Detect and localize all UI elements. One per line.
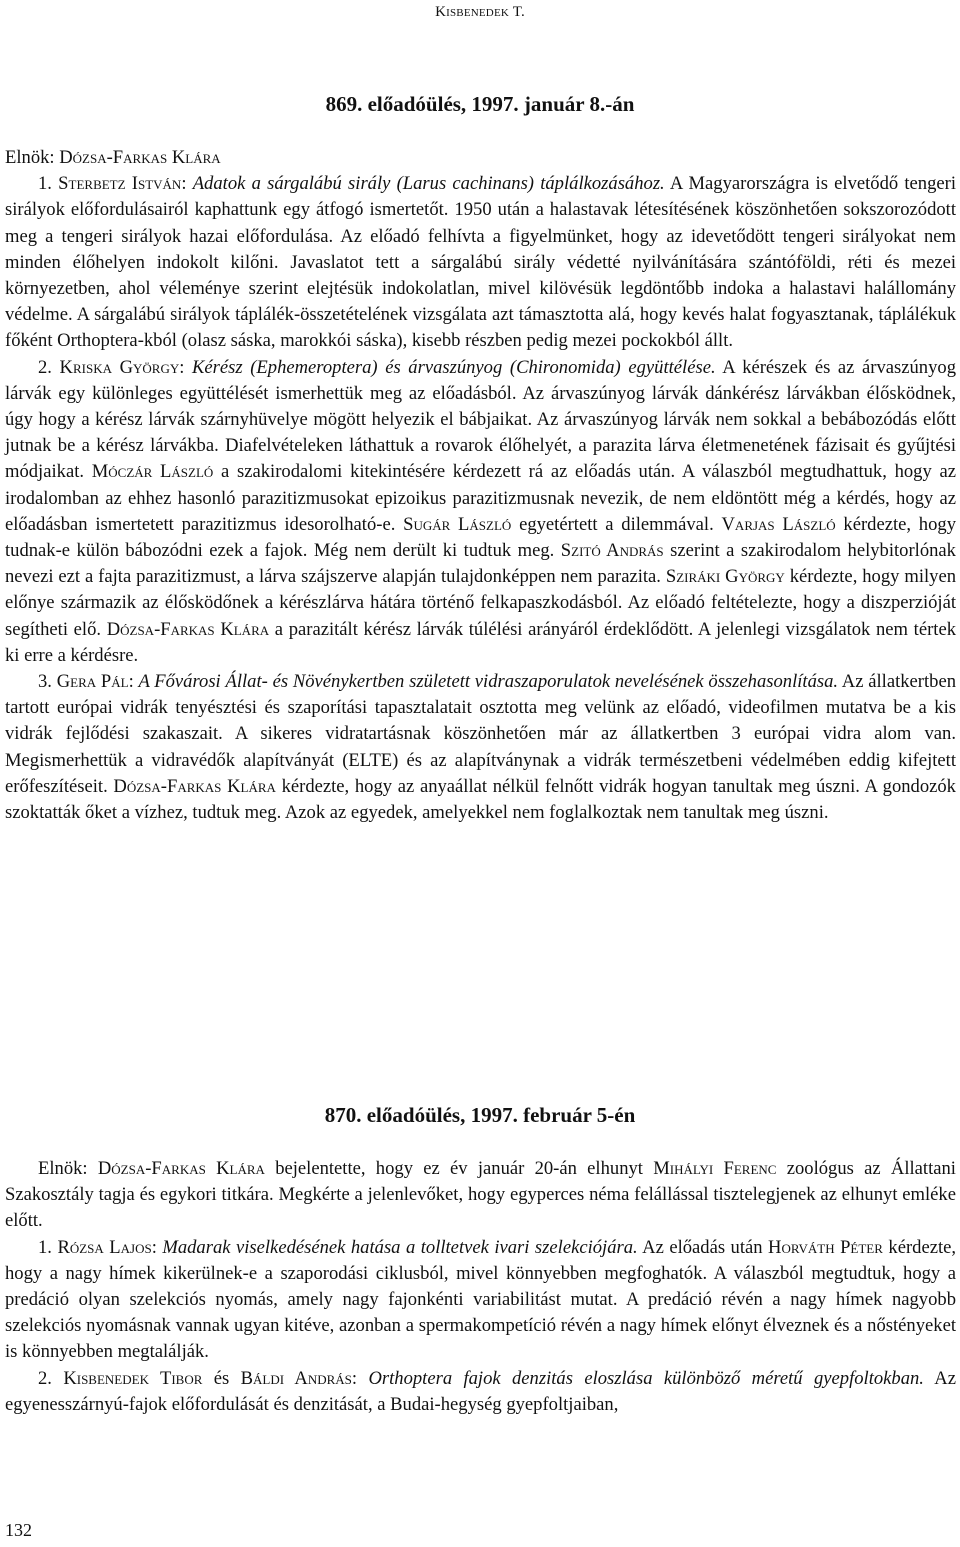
talk-number: 2. bbox=[38, 356, 60, 378]
talk-author: Rózsa Lajos bbox=[57, 1236, 152, 1258]
talk-title: Adatok a sárgalábú sirály (Larus cachinans) táplálkozásához. bbox=[192, 173, 665, 195]
chair-paragraph: Elnök: Dózsa-Farkas Klára bejelentette, hogy ez év január 20-án elhunyt Mihályi Ferenc zoológus az Állattani Szakosztály tagja és egykori titkára. Megkérte a jelenlevőket, hogy egyperces néma felállással tisztelegjenek az elhunyt emléke előtt. bbox=[5, 1158, 956, 1232]
session-869-title: 869. előadóülés, 1997. január 8.-án bbox=[325, 92, 635, 116]
person-name: Dózsa-Farkas Klára bbox=[106, 618, 270, 640]
talk-summary: Az állatkertben tartott európai vidrák tenyésztési és szaporítási tapasztalatait osztotta meg velünk az előadó, videofilmen mutatva be a kis vidrák fejlődési szakaszait. A sikeres vidratartásnak köszönhetően már az állatkertben 3 európai vidra alom van. Megismerhettük a vidravédők alapítványát (ELTE) és az alapítványnak a vidrák természetbeni védelmében eddig kifejtett erőfeszítéseit. bbox=[5, 671, 956, 797]
running-head: Kisbenedek T. bbox=[435, 4, 525, 20]
person-name: Móczár László bbox=[91, 461, 214, 483]
talk-paragraph: 1. Sterbetz István: Adatok a sárgalábú sirály (Larus cachinans) táplálkozásához. A Magyarországra is elvetődő tengeri sirályok előfordulásairól kaphattunk egy átfogó ismertetőt. 1950 után a halastavak létesítésének köszönhetően sokszorozódott meg a tengeri sirályok hazai előfordulása. Az előadó felhívta a figyelmünket, hogy az idevetődött tengeri sirályokat nem minden élőhelyen indokolt kilőni. Javaslatot tett a sárgalábú sirály védetté nyilvánítására szántóföldi, réti és mezei környezetben, ahol véleménye szerint elejtésük indokolatlan, mivel kilövésük legdöntőbb indoka a halastavi halállomány védelme. A sárgalábú sirályok táplálék-összetételének vizsgálata azt támasztotta alá, hogy kevés halat fogyasztanak, táplálékuk főként Orthoptera-kból (olasz sáska, marokkói sáska), kisebb részben pedig mezei pockokból állt. bbox=[5, 173, 957, 352]
talk-number: 1. bbox=[38, 1236, 58, 1258]
talk-paragraph: 2. Kriska György: Kérész (Ephemeroptera) és árvaszúnyog (Chironomida) együttélése. A kérészek és az árvaszúnyog lárvák egy különleges együttélését ismerhettük meg az előadásból. Az árvaszúnyog lárvák dánkérész lárvákban élősködnek, úgy hogy a kérész lárvák szárnyhüvelye mögött helyezik el bábjaikat. Az árvaszúnyog lárvák nem sokkal a bebábozódás előtt jutnak be a kérész lárvákba. Diafelvételeken láthattuk a rovarok élőhelyét, a parazita lárva életmenetének fázisait és gyűjtési módjaikat. Móczár László a szakirodalomi kitekintésére kérdezett rá az előadás után. A válaszból megtudhattuk, hogy az irodalomban az ehhez hasonló parazitizmusokat epizoikus parazitizmusnak nevezik, de nem eldöntött még a kérdés, hogy az előadásban ismertetett parazitizmus idesorolható-e. Sugár László egyetértett a dilemmával. Varjas László kérdezte, hogy tudnak-e külön bábozódni ezek a fajok. Még nem derült ki tudtuk meg. Szitó András szerint a szakirodalom helybitorlónak nevezi ezt a fajta parazitizmust, a lárva szájszerve alapján tulajdonképpen nem parazita. Sziráki György kérdezte, hogy milyen előnye származik az élősködőnek a kérészlárva hátára történő felkapaszkodásból. Az előadó feltételezte, hogy a diszperzióját segítheti elő. Dózsa-Farkas Klára a parazitált kérész lárvák túlélési arányáról érdeklődött. A jelenlegi vizsgálatok nem tértek ki erre a kérdésre. bbox=[5, 356, 956, 666]
talk-title: A Fővárosi Állat- és Növénykertben született vidraszaporulatok nevelésének összehasonlítása. bbox=[138, 671, 839, 693]
person-name: Sugár László bbox=[403, 513, 512, 535]
talk-author: Sterbetz István bbox=[58, 173, 182, 195]
talk-author: Kisbenedek Tibor bbox=[63, 1367, 203, 1389]
person-name: Horváth Péter bbox=[768, 1236, 883, 1258]
talk-author: Gera Pál bbox=[56, 671, 129, 693]
person-name: Szitó András bbox=[560, 540, 664, 562]
person-name: Varjas László bbox=[721, 513, 836, 535]
session-869-body bbox=[5, 145, 956, 826]
person-name: Sziráki György bbox=[665, 566, 785, 588]
talk-summary: Az egyenesszárnyú-fajok előfordulását és denzitását, a Budai-hegység gyepfoltjaiban, bbox=[5, 1367, 956, 1415]
talk-paragraph: 1. Rózsa Lajos: Madarak viselkedésének hatása a tolltetvek ivari szelekciójára. Az előadás után Horváth Péter kérdezte, hogy a nagy hímek kikerülnek-e a szaporodási ciklusból, mivel könnyebben megfoghatók. A válaszból megtudtuk, hogy a predáció olyan szelekciós nyomás, amely nagy fajonkénti variabilitást mutat. A predáció révén a nagy hímek nagyobb szelekciós nyomásnak vannak ugyan kitéve, azonban a spermakompetíció révén a nagy hímek előnyt élveznek és a nőstényeket is könnyebben megtalálják. bbox=[5, 1236, 957, 1363]
talk-summary: A Magyarországra is elvetődő tengeri sirályok előfordulásairól kaphattunk egy átfogó ismertetőt. 1950 után a halastavak létesítésének köszönhetően sokszorozódott meg a tengeri sirályok hazai előfordulása. Az előadó felhívta a figyelmünket, hogy az idevetődött tengeri sirályokat nem minden élőhelyen indokolt kilőni. Javaslatot tett a sárgalábú sirály védetté nyilvánítására szántóföldi, réti és mezei környezetben, ahol véleménye szerint elejtésük indokolatlan, mivel kilövésük legdöntőbb indoka a halastavi halállomány védelme. A sárgalábú sirályok táplálék-összetételének vizsgálata azt támasztotta alá, hogy kevés halat fogyasztanak, táplálékuk főként Orthoptera-kból (olasz sáska, marokkói sáska), kisebb részben pedig mezei pockokból állt. bbox=[5, 173, 957, 352]
chair-name: Dózsa-Farkas Klára bbox=[97, 1158, 265, 1179]
chair-line: Elnök: Dózsa-Farkas Klára bbox=[5, 147, 221, 168]
talk-paragraph: 3. Gera Pál: A Fővárosi Állat- és Növénykertben született vidraszaporulatok nevelésének összehasonlítása. Az állatkertben tartott európai vidrák tenyésztési és szaporítási tapasztalatait osztotta meg velünk az előadó, videofilmen mutatva be a kis vidrák fejlődési szakaszait. A sikeres vidratartásnak köszönhetően már az állatkertben 3 európai vidra alom van. Megismerhettük a vidravédők alapítványát (ELTE) és az alapítványnak a vidrák természetbeni védelmében eddig kifejtett erőfeszítéseit. Dózsa-Farkas Klára kérdezte, hogy az anyaállat nélkül felnőtt vidrák hogyan tanultak meg úszni. A gondozók szoktatták őket a vízhez, tudtuk meg. Azok az egyedek, amelyekkel nem foglalkoztak nem tanultak meg úszni. bbox=[5, 671, 956, 824]
talk-title: Madarak viselkedésének hatása a tolltetvek ivari szelekciójára. bbox=[162, 1236, 638, 1258]
chair-name: Dózsa-Farkas Klára bbox=[59, 147, 221, 168]
talk-title: Kérész (Ephemeroptera) és árvaszúnyog (Chironomida) együttélése. bbox=[192, 356, 716, 378]
person-name: Dózsa-Farkas Klára bbox=[113, 775, 276, 797]
talk-number: 1. bbox=[38, 173, 59, 195]
talk-number: 3. bbox=[38, 671, 57, 693]
talk-title: Orthoptera fajok denzitás eloszlása különböző méretű gyepfoltokban. bbox=[368, 1367, 924, 1389]
person-name: Mihályi Ferenc bbox=[653, 1158, 777, 1179]
session-870-title: 870. előadóülés, 1997. február 5-én bbox=[324, 1103, 636, 1127]
talk-paragraph: 2. Kisbenedek Tibor és Báldi András: Orthoptera fajok denzitás eloszlása különböző méretű gyepfoltokban. Az egyenesszárnyú-fajok előfordulását és denzitását, a Budai-hegység gyepfoltjaiban, bbox=[5, 1367, 956, 1415]
talk-number: 2. bbox=[38, 1367, 64, 1389]
session-870-body bbox=[5, 1156, 956, 1418]
talk-summary: A kérészek és az árvaszúnyog lárvák egy különleges együttélését ismerhettük meg az előadásból. Az árvaszúnyog lárvák dánkérész lárvákban élősködnek, úgy hogy a kérész lárvák szárnyhüvelye mögött helyezik el bábjaikat. Az árvaszúnyog lárvák nem sokkal a bebábozódás előtt jutnak be a kérész lárvákba. Diafelvételeken láthattuk a rovarok élőhelyét, a parazita lárva életmenetének fázisait és gyűjtési módjaikat. bbox=[5, 356, 956, 483]
talk-author: Kriska György bbox=[59, 356, 180, 378]
page-number: 132 bbox=[5, 1520, 32, 1540]
talk-author: Báldi András bbox=[240, 1367, 352, 1389]
